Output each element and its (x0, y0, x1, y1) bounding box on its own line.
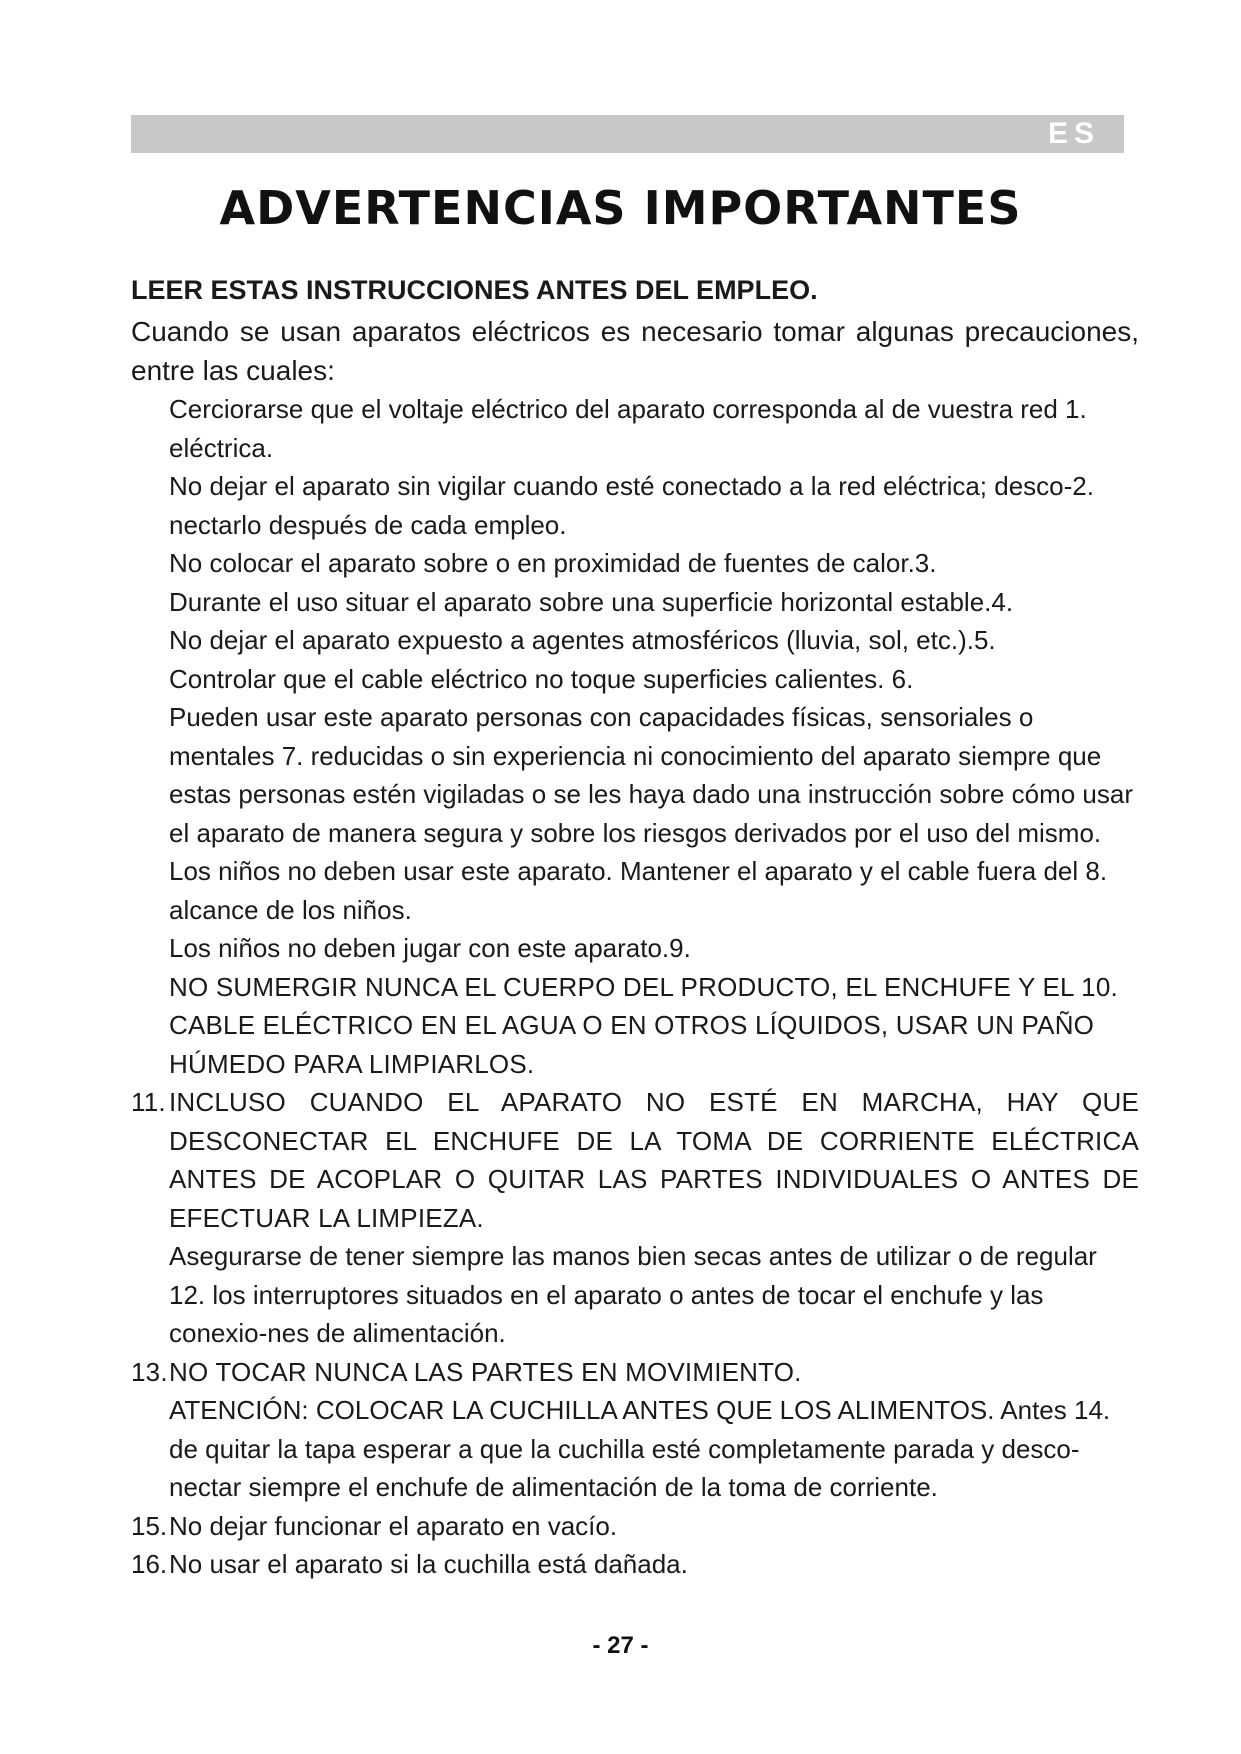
item-text: Cerciorarse que el voltaje eléctrico del aparato corresponda al de vuestra red 1. eléctrica. (169, 394, 1087, 463)
item-text: Controlar que el cable eléctrico no toque superficies calientes. 6. (169, 663, 914, 694)
language-header-bar (131, 115, 1124, 153)
list-item (131, 968, 1139, 1084)
item-text: Los niños no deben jugar con este aparato.9. (169, 933, 691, 963)
list-item (131, 852, 1139, 929)
item-number: 15. (131, 1510, 168, 1541)
item-text: No dejar el aparato sin vigilar cuando esté conectado a la red eléctrica; desco-2. nectarlo después de cada empleo. (169, 471, 1094, 540)
warning-list (131, 390, 1181, 1584)
list-item (131, 544, 1139, 583)
list-item (131, 621, 1139, 660)
item-text: No colocar el aparato sobre o en proximidad de fuentes de calor.3. (169, 548, 937, 578)
list-item (131, 1237, 1139, 1353)
section-heading: LEER ESTAS INSTRUCCIONES ANTES DEL EMPLEO. (131, 275, 818, 305)
item-number: 16. (131, 1549, 168, 1579)
list-item (131, 390, 1139, 467)
intro-paragraph: Cuando se usan aparatos eléctricos es necesario tomar algunas precauciones, entre las cuales: (131, 316, 1139, 386)
list-item (131, 1353, 1139, 1392)
item-text: NO TOCAR NUNCA LAS PARTES EN MOVIMIENTO. (169, 1356, 802, 1387)
list-item (131, 467, 1139, 544)
item-text: INCLUSO CUANDO EL APARATO NO ESTÉ EN MARCHA, HAY QUE DESCONECTAR EL ENCHUFE DE LA TOMA DE CORRIENTE ELÉCTRICA ANTES DE ACOPLAR O QUITAR LAS PARTES INDIVIDUALES O ANTES DE EFECTUAR LA LIMPIEZA. (169, 1087, 1139, 1233)
list-item (131, 660, 1139, 699)
item-text: Pueden usar este aparato personas con capacidades físicas, sensoriales o mentales 7. reducidas o sin experiencia ni conocimiento del aparato siempre que estas personas estén vigiladas o se les haya dado una instrucción sobre cómo usar el aparato de manera segura y sobre los riesgos derivados por el uso del mismo. (169, 702, 1134, 848)
item-number: 11. (131, 1087, 166, 1117)
list-item (131, 1507, 1139, 1546)
list-item (131, 929, 1139, 968)
language-tag: ES (1047, 117, 1100, 150)
list-item (131, 1083, 1139, 1237)
page-title: ADVERTENCIAS IMPORTANTES (219, 181, 1022, 235)
list-item (131, 583, 1139, 622)
item-text: NO SUMERGIR NUNCA EL CUERPO DEL PRODUCTO, EL ENCHUFE Y EL 10. CABLE ELÉCTRICO EN EL AGUA O EN OTROS LÍQUIDOS, USAR UN PAÑO HÚMEDO PARA LIMPIARLOS. (169, 971, 1118, 1079)
list-item (131, 698, 1139, 852)
item-text: Durante el uso situar el aparato sobre una superficie horizontal estable.4. (169, 586, 1014, 617)
item-text: No usar el aparato si la cuchilla está dañada. (169, 1549, 688, 1579)
list-item (131, 1545, 1139, 1584)
item-text: No dejar el aparato expuesto a agentes atmosféricos (lluvia, sol, etc.).5. (169, 625, 996, 655)
item-number: 13. (131, 1356, 168, 1387)
document-body (131, 270, 1181, 1584)
item-text: Asegurarse de tener siempre las manos bien secas antes de utilizar o de regular 12. los interruptores situados en el aparato o antes de tocar el enchufe y las conexio-nes de alimentación. (169, 1241, 1097, 1348)
item-text: ATENCIÓN: COLOCAR LA CUCHILLA ANTES QUE LOS ALIMENTOS. Antes 14. de quitar la tapa esperar a que la cuchilla esté completamente parada y desco-nectar siempre el enchufe de alimentación de la toma de corriente. (169, 1395, 1111, 1502)
item-text: Los niños no deben usar este aparato. Mantener el aparato y el cable fuera del 8. alcance de los niños. (169, 856, 1108, 925)
item-text: No dejar funcionar el aparato en vacío. (169, 1510, 618, 1541)
page-number: - 27 - (592, 1632, 649, 1659)
list-item (131, 1391, 1139, 1507)
